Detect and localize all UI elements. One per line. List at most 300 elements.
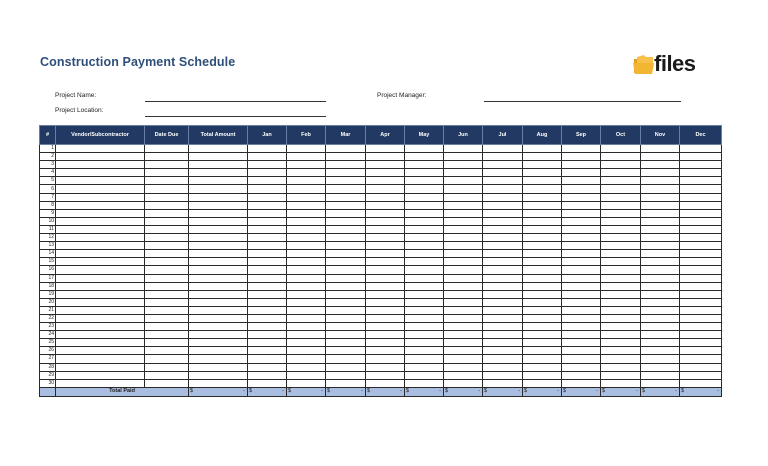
table-cell[interactable] <box>562 217 601 225</box>
table-cell[interactable] <box>562 242 601 250</box>
table-cell[interactable] <box>601 225 641 233</box>
table-cell[interactable] <box>248 347 287 355</box>
table-cell[interactable] <box>366 314 405 322</box>
table-cell[interactable] <box>562 371 601 379</box>
table-cell[interactable] <box>601 258 641 266</box>
table-cell[interactable] <box>287 282 326 290</box>
table-cell[interactable] <box>523 306 562 314</box>
table-cell[interactable] <box>405 193 444 201</box>
table-cell[interactable] <box>562 314 601 322</box>
table-cell[interactable] <box>680 331 722 339</box>
table-cell[interactable] <box>287 314 326 322</box>
table-cell[interactable] <box>601 153 641 161</box>
table-cell[interactable] <box>145 161 189 169</box>
table-cell[interactable] <box>444 282 483 290</box>
table-cell[interactable] <box>366 371 405 379</box>
table-cell[interactable] <box>326 290 366 298</box>
table-cell[interactable] <box>405 145 444 153</box>
table-cell[interactable] <box>326 209 366 217</box>
table-cell[interactable] <box>145 250 189 258</box>
table-cell[interactable] <box>248 331 287 339</box>
table-cell[interactable] <box>326 185 366 193</box>
table-cell[interactable] <box>562 355 601 363</box>
table-cell[interactable] <box>444 363 483 371</box>
table-cell[interactable] <box>326 225 366 233</box>
table-cell[interactable] <box>287 242 326 250</box>
table-cell[interactable] <box>56 331 145 339</box>
table-cell[interactable] <box>641 298 680 306</box>
table-cell[interactable] <box>483 209 523 217</box>
table-cell[interactable] <box>601 331 641 339</box>
table-cell[interactable] <box>405 234 444 242</box>
table-cell[interactable] <box>601 217 641 225</box>
table-cell[interactable] <box>601 371 641 379</box>
table-cell[interactable] <box>601 298 641 306</box>
table-cell[interactable] <box>601 177 641 185</box>
table-cell[interactable] <box>189 145 248 153</box>
table-cell[interactable] <box>56 306 145 314</box>
table-cell[interactable] <box>601 169 641 177</box>
table-cell[interactable] <box>405 266 444 274</box>
table-cell[interactable] <box>56 193 145 201</box>
table-cell[interactable] <box>562 209 601 217</box>
table-cell[interactable] <box>523 161 562 169</box>
table-cell[interactable] <box>248 355 287 363</box>
table-cell[interactable] <box>641 161 680 169</box>
table-cell[interactable] <box>326 314 366 322</box>
table-cell[interactable] <box>523 234 562 242</box>
table-cell[interactable] <box>56 282 145 290</box>
table-cell[interactable] <box>405 242 444 250</box>
table-cell[interactable] <box>287 153 326 161</box>
table-cell[interactable] <box>523 290 562 298</box>
table-cell[interactable] <box>680 234 722 242</box>
table-cell[interactable] <box>444 209 483 217</box>
table-cell[interactable] <box>483 298 523 306</box>
table-cell[interactable] <box>248 225 287 233</box>
table-cell[interactable] <box>562 290 601 298</box>
table-cell[interactable] <box>189 323 248 331</box>
table-cell[interactable] <box>56 234 145 242</box>
table-cell[interactable] <box>523 379 562 387</box>
table-cell[interactable] <box>405 258 444 266</box>
table-cell[interactable] <box>145 379 189 387</box>
table-cell[interactable] <box>483 145 523 153</box>
table-cell[interactable] <box>56 290 145 298</box>
table-cell[interactable] <box>366 379 405 387</box>
table-cell[interactable] <box>145 209 189 217</box>
table-cell[interactable] <box>326 355 366 363</box>
table-cell[interactable] <box>248 177 287 185</box>
table-cell[interactable] <box>366 274 405 282</box>
table-cell[interactable] <box>326 339 366 347</box>
table-cell[interactable] <box>601 290 641 298</box>
table-cell[interactable] <box>366 161 405 169</box>
table-cell[interactable] <box>641 258 680 266</box>
table-cell[interactable] <box>562 339 601 347</box>
table-cell[interactable] <box>189 347 248 355</box>
table-cell[interactable] <box>287 306 326 314</box>
table-cell[interactable] <box>366 145 405 153</box>
table-cell[interactable] <box>145 193 189 201</box>
table-cell[interactable] <box>366 193 405 201</box>
table-cell[interactable] <box>562 331 601 339</box>
table-cell[interactable] <box>641 185 680 193</box>
table-cell[interactable] <box>680 266 722 274</box>
table-cell[interactable] <box>483 193 523 201</box>
table-cell[interactable] <box>562 250 601 258</box>
table-cell[interactable] <box>523 331 562 339</box>
table-cell[interactable] <box>366 177 405 185</box>
table-cell[interactable] <box>405 201 444 209</box>
table-cell[interactable] <box>56 185 145 193</box>
table-cell[interactable] <box>680 323 722 331</box>
table-cell[interactable] <box>562 298 601 306</box>
table-cell[interactable] <box>562 363 601 371</box>
table-cell[interactable] <box>56 209 145 217</box>
table-cell[interactable] <box>56 339 145 347</box>
table-cell[interactable] <box>366 201 405 209</box>
table-cell[interactable] <box>366 298 405 306</box>
table-cell[interactable] <box>405 290 444 298</box>
table-cell[interactable] <box>366 339 405 347</box>
table-cell[interactable] <box>523 250 562 258</box>
table-cell[interactable] <box>326 379 366 387</box>
table-cell[interactable] <box>326 201 366 209</box>
table-cell[interactable] <box>145 169 189 177</box>
table-cell[interactable] <box>680 371 722 379</box>
table-cell[interactable] <box>680 379 722 387</box>
table-cell[interactable] <box>326 153 366 161</box>
table-cell[interactable] <box>189 379 248 387</box>
table-cell[interactable] <box>483 161 523 169</box>
table-cell[interactable] <box>680 258 722 266</box>
table-cell[interactable] <box>483 323 523 331</box>
table-cell[interactable] <box>444 242 483 250</box>
table-cell[interactable] <box>680 306 722 314</box>
table-cell[interactable] <box>287 185 326 193</box>
table-cell[interactable] <box>145 145 189 153</box>
table-cell[interactable] <box>444 314 483 322</box>
table-cell[interactable] <box>601 185 641 193</box>
table-cell[interactable] <box>326 306 366 314</box>
table-cell[interactable] <box>56 201 145 209</box>
table-cell[interactable] <box>680 274 722 282</box>
table-cell[interactable] <box>326 371 366 379</box>
table-cell[interactable] <box>56 266 145 274</box>
table-cell[interactable] <box>680 169 722 177</box>
table-cell[interactable] <box>366 185 405 193</box>
table-cell[interactable] <box>248 258 287 266</box>
table-cell[interactable] <box>680 201 722 209</box>
table-cell[interactable] <box>145 217 189 225</box>
table-cell[interactable] <box>523 217 562 225</box>
table-cell[interactable] <box>641 282 680 290</box>
table-cell[interactable] <box>405 209 444 217</box>
table-cell[interactable] <box>523 298 562 306</box>
table-cell[interactable] <box>145 153 189 161</box>
table-cell[interactable] <box>405 323 444 331</box>
table-cell[interactable] <box>248 274 287 282</box>
table-cell[interactable] <box>562 177 601 185</box>
table-cell[interactable] <box>287 225 326 233</box>
table-cell[interactable] <box>248 323 287 331</box>
table-cell[interactable] <box>405 282 444 290</box>
table-cell[interactable] <box>56 314 145 322</box>
table-cell[interactable] <box>444 347 483 355</box>
table-cell[interactable] <box>641 371 680 379</box>
table-cell[interactable] <box>523 339 562 347</box>
table-cell[interactable] <box>287 266 326 274</box>
table-cell[interactable] <box>56 250 145 258</box>
table-cell[interactable] <box>641 177 680 185</box>
table-cell[interactable] <box>405 161 444 169</box>
table-cell[interactable] <box>444 266 483 274</box>
table-cell[interactable] <box>366 217 405 225</box>
table-cell[interactable] <box>444 355 483 363</box>
table-cell[interactable] <box>189 331 248 339</box>
table-cell[interactable] <box>366 266 405 274</box>
table-cell[interactable] <box>483 274 523 282</box>
table-cell[interactable] <box>248 161 287 169</box>
table-cell[interactable] <box>444 306 483 314</box>
table-cell[interactable] <box>562 306 601 314</box>
table-cell[interactable] <box>483 169 523 177</box>
table-cell[interactable] <box>483 347 523 355</box>
table-cell[interactable] <box>287 201 326 209</box>
table-cell[interactable] <box>189 371 248 379</box>
table-cell[interactable] <box>248 250 287 258</box>
table-cell[interactable] <box>680 217 722 225</box>
table-cell[interactable] <box>189 314 248 322</box>
table-cell[interactable] <box>444 323 483 331</box>
table-cell[interactable] <box>145 266 189 274</box>
table-cell[interactable] <box>444 217 483 225</box>
table-cell[interactable] <box>641 306 680 314</box>
table-cell[interactable] <box>680 298 722 306</box>
table-cell[interactable] <box>287 161 326 169</box>
table-cell[interactable] <box>483 201 523 209</box>
table-cell[interactable] <box>483 290 523 298</box>
table-cell[interactable] <box>326 242 366 250</box>
table-cell[interactable] <box>145 371 189 379</box>
table-cell[interactable] <box>366 306 405 314</box>
table-cell[interactable] <box>680 145 722 153</box>
table-cell[interactable] <box>248 363 287 371</box>
table-cell[interactable] <box>680 242 722 250</box>
table-cell[interactable] <box>287 363 326 371</box>
table-cell[interactable] <box>562 185 601 193</box>
table-cell[interactable] <box>444 379 483 387</box>
table-cell[interactable] <box>601 250 641 258</box>
table-cell[interactable] <box>641 355 680 363</box>
table-cell[interactable] <box>562 258 601 266</box>
table-cell[interactable] <box>366 347 405 355</box>
table-cell[interactable] <box>641 331 680 339</box>
table-cell[interactable] <box>601 314 641 322</box>
table-cell[interactable] <box>287 274 326 282</box>
table-cell[interactable] <box>326 177 366 185</box>
table-cell[interactable] <box>444 234 483 242</box>
table-cell[interactable] <box>366 169 405 177</box>
table-cell[interactable] <box>56 371 145 379</box>
table-cell[interactable] <box>562 234 601 242</box>
table-cell[interactable] <box>56 177 145 185</box>
table-cell[interactable] <box>641 201 680 209</box>
table-cell[interactable] <box>641 217 680 225</box>
table-cell[interactable] <box>326 161 366 169</box>
table-cell[interactable] <box>483 225 523 233</box>
table-cell[interactable] <box>562 323 601 331</box>
table-cell[interactable] <box>56 379 145 387</box>
table-cell[interactable] <box>523 153 562 161</box>
table-cell[interactable] <box>366 331 405 339</box>
table-cell[interactable] <box>145 347 189 355</box>
table-cell[interactable] <box>680 314 722 322</box>
table-cell[interactable] <box>680 185 722 193</box>
table-cell[interactable] <box>641 363 680 371</box>
table-cell[interactable] <box>483 185 523 193</box>
table-cell[interactable] <box>366 258 405 266</box>
table-cell[interactable] <box>483 363 523 371</box>
table-cell[interactable] <box>145 355 189 363</box>
table-cell[interactable] <box>248 145 287 153</box>
table-cell[interactable] <box>483 282 523 290</box>
table-cell[interactable] <box>601 145 641 153</box>
table-cell[interactable] <box>601 209 641 217</box>
table-cell[interactable] <box>444 331 483 339</box>
table-cell[interactable] <box>641 339 680 347</box>
table-cell[interactable] <box>287 145 326 153</box>
table-cell[interactable] <box>405 331 444 339</box>
table-cell[interactable] <box>483 266 523 274</box>
table-cell[interactable] <box>287 298 326 306</box>
table-cell[interactable] <box>405 217 444 225</box>
table-cell[interactable] <box>562 169 601 177</box>
table-cell[interactable] <box>189 217 248 225</box>
table-cell[interactable] <box>189 177 248 185</box>
table-cell[interactable] <box>248 153 287 161</box>
table-cell[interactable] <box>523 355 562 363</box>
table-cell[interactable] <box>483 177 523 185</box>
table-cell[interactable] <box>483 379 523 387</box>
table-cell[interactable] <box>444 201 483 209</box>
table-cell[interactable] <box>405 371 444 379</box>
table-cell[interactable] <box>405 314 444 322</box>
table-cell[interactable] <box>189 282 248 290</box>
table-cell[interactable] <box>405 363 444 371</box>
table-cell[interactable] <box>56 153 145 161</box>
table-cell[interactable] <box>680 290 722 298</box>
table-cell[interactable] <box>366 355 405 363</box>
table-cell[interactable] <box>248 339 287 347</box>
table-cell[interactable] <box>366 242 405 250</box>
project-manager-field[interactable] <box>484 101 681 102</box>
table-cell[interactable] <box>523 201 562 209</box>
table-cell[interactable] <box>56 323 145 331</box>
table-cell[interactable] <box>601 266 641 274</box>
table-cell[interactable] <box>326 282 366 290</box>
table-cell[interactable] <box>641 323 680 331</box>
table-cell[interactable] <box>189 355 248 363</box>
table-cell[interactable] <box>287 169 326 177</box>
table-cell[interactable] <box>405 379 444 387</box>
table-cell[interactable] <box>562 153 601 161</box>
table-cell[interactable] <box>601 347 641 355</box>
table-cell[interactable] <box>248 185 287 193</box>
table-cell[interactable] <box>483 217 523 225</box>
table-cell[interactable] <box>56 355 145 363</box>
table-cell[interactable] <box>145 282 189 290</box>
table-cell[interactable] <box>601 363 641 371</box>
table-cell[interactable] <box>483 355 523 363</box>
table-cell[interactable] <box>680 339 722 347</box>
table-cell[interactable] <box>641 234 680 242</box>
table-cell[interactable] <box>248 209 287 217</box>
table-cell[interactable] <box>326 217 366 225</box>
table-cell[interactable] <box>523 371 562 379</box>
table-cell[interactable] <box>248 266 287 274</box>
table-cell[interactable] <box>287 355 326 363</box>
table-cell[interactable] <box>483 371 523 379</box>
table-cell[interactable] <box>287 347 326 355</box>
table-cell[interactable] <box>56 161 145 169</box>
table-cell[interactable] <box>562 201 601 209</box>
table-cell[interactable] <box>189 242 248 250</box>
table-cell[interactable] <box>189 298 248 306</box>
table-cell[interactable] <box>680 209 722 217</box>
table-cell[interactable] <box>601 234 641 242</box>
table-cell[interactable] <box>444 185 483 193</box>
table-cell[interactable] <box>641 250 680 258</box>
table-cell[interactable] <box>326 363 366 371</box>
table-cell[interactable] <box>145 177 189 185</box>
table-cell[interactable] <box>326 331 366 339</box>
table-cell[interactable] <box>326 298 366 306</box>
table-cell[interactable] <box>523 169 562 177</box>
table-cell[interactable] <box>562 266 601 274</box>
table-cell[interactable] <box>145 306 189 314</box>
table-cell[interactable] <box>248 242 287 250</box>
table-cell[interactable] <box>189 185 248 193</box>
table-cell[interactable] <box>523 363 562 371</box>
table-cell[interactable] <box>641 379 680 387</box>
table-cell[interactable] <box>189 363 248 371</box>
table-cell[interactable] <box>641 169 680 177</box>
table-cell[interactable] <box>444 193 483 201</box>
table-cell[interactable] <box>641 290 680 298</box>
table-cell[interactable] <box>366 290 405 298</box>
table-cell[interactable] <box>405 339 444 347</box>
table-cell[interactable] <box>189 153 248 161</box>
table-cell[interactable] <box>405 225 444 233</box>
table-cell[interactable] <box>680 193 722 201</box>
table-cell[interactable] <box>189 306 248 314</box>
table-cell[interactable] <box>562 282 601 290</box>
table-cell[interactable] <box>523 193 562 201</box>
table-cell[interactable] <box>562 161 601 169</box>
table-cell[interactable] <box>523 323 562 331</box>
table-cell[interactable] <box>145 274 189 282</box>
table-cell[interactable] <box>680 177 722 185</box>
table-cell[interactable] <box>444 153 483 161</box>
table-cell[interactable] <box>145 339 189 347</box>
table-cell[interactable] <box>287 193 326 201</box>
table-cell[interactable] <box>366 363 405 371</box>
table-cell[interactable] <box>326 266 366 274</box>
table-cell[interactable] <box>641 145 680 153</box>
table-cell[interactable] <box>366 153 405 161</box>
